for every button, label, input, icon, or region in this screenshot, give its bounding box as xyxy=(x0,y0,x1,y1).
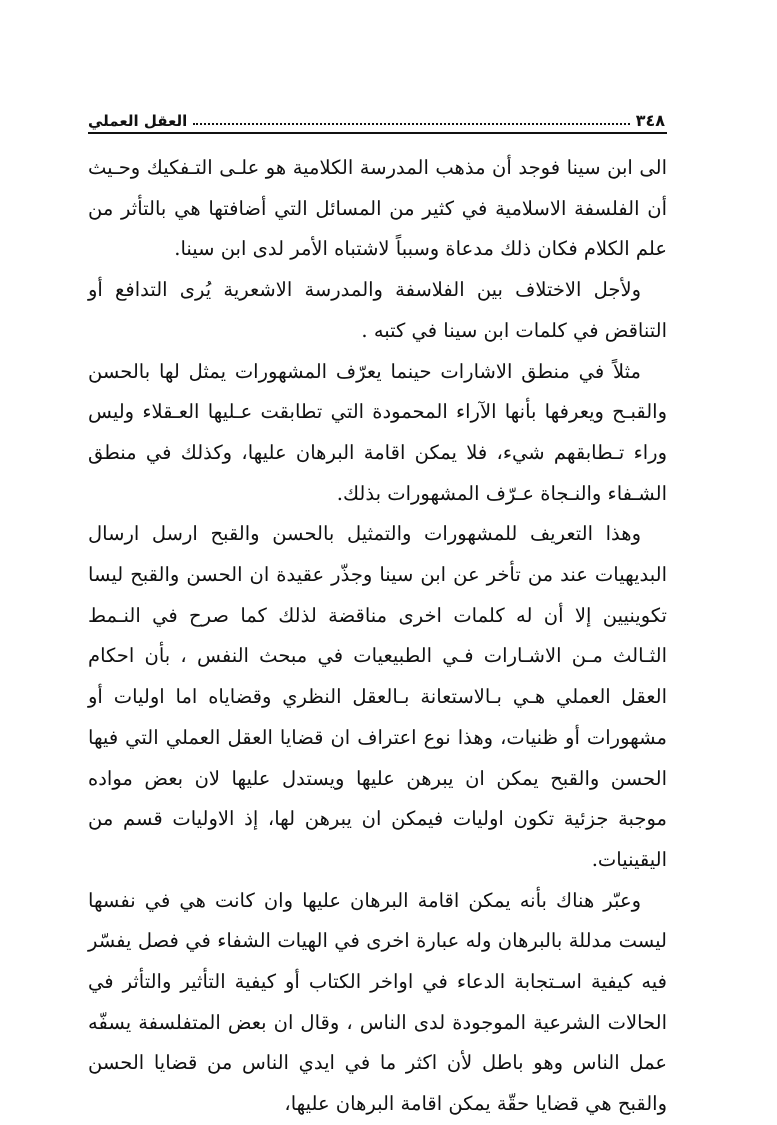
header-rule xyxy=(88,132,667,134)
page-number: ٣٤٨ xyxy=(635,111,665,130)
paragraph-2: ولأجل الاختلاف بين الفلاسفة والمدرسة الاشعرية يُرى التدافع أو التناقض في كلمات ابن سينا في كتبه . xyxy=(88,278,667,342)
running-title: العقل العملي xyxy=(88,112,188,130)
paragraph-1: الى ابن سينا فوجد أن مذهب المدرسة الكلامية هو علـى التـفكيك وحـيث أن الفلسفة الاسلامية في كثير من المسائل التي أضافتها هي بالتأثر من علم الكلام فكان ذلك مدعاة وسبباً لاشتباه الأمر لدى ابن سينا. xyxy=(88,156,667,261)
paragraph-5: وعبّر هناك بأنه يمكن اقامة البرهان عليها وان كانت هي في نفسها ليست مدللة بالبرهان وله عبارة اخرى في الهيات الشفاء في فصل يفسّر فيه كيفية اسـتجابة الدعاء في اواخر الكتاب أو كيفية التأثير والتأثر في الحالات الشرعية الموجودة لدى الناس ، وقال ان بعض المتفلسفة يسفّه عمل الناس وهو باطل لأن اكثر ما في ايدي الناس من قضايا الحسن والقبح هي قضايا حقّة يمكن اقامة البرهان عليها، xyxy=(88,888,667,1116)
body-text xyxy=(88,148,667,1125)
paragraph-4: وهذا التعريف للمشهورات والتمثيل بالحسن والقبح ارسل ارسال البديهيات عند من تأخر عن ابن سينا وجذّر عقيدة ان الحسن والقبح ليسا تكوينيين إلا أن له كلمات اخرى مناقضة لذلك كما صرح في النـمط الثـالث مـن الاشـارات فـي الطبيعيات في مبحث النفس ، بأن احكام العقل العملي هـي بـالاستعانة بـالعقل النظري وقضاياه اما اوليات أو مشهورات أو ظنيات، وهذا نوع اعتراف ان قضايا العقل العملي التي فيها الحسن والقبح يمكن ان يبرهن عليها ويستدل عليها لان بعض مواده موجبة جزئية تكون اوليات فيمكن ان يبرهن لها، إذ الاوليات قسم من اليقينيات. xyxy=(88,522,667,871)
paragraph-3: مثلاً في منطق الاشارات حينما يعرّف المشهورات يمثل لها بالحسن والقبـح ويعرفها بأنها الآراء المحمودة التي تطابقت عـليها العـقلاء وليس وراء تـطابقهم شيء، فلا يمكن اقامة البرهان عليها، وكذلك في منطق الشـفاء والنـجاة عـرّف المشهورات بذلك. xyxy=(88,359,667,505)
header-leader-dots xyxy=(193,123,629,125)
page-header xyxy=(88,104,665,130)
